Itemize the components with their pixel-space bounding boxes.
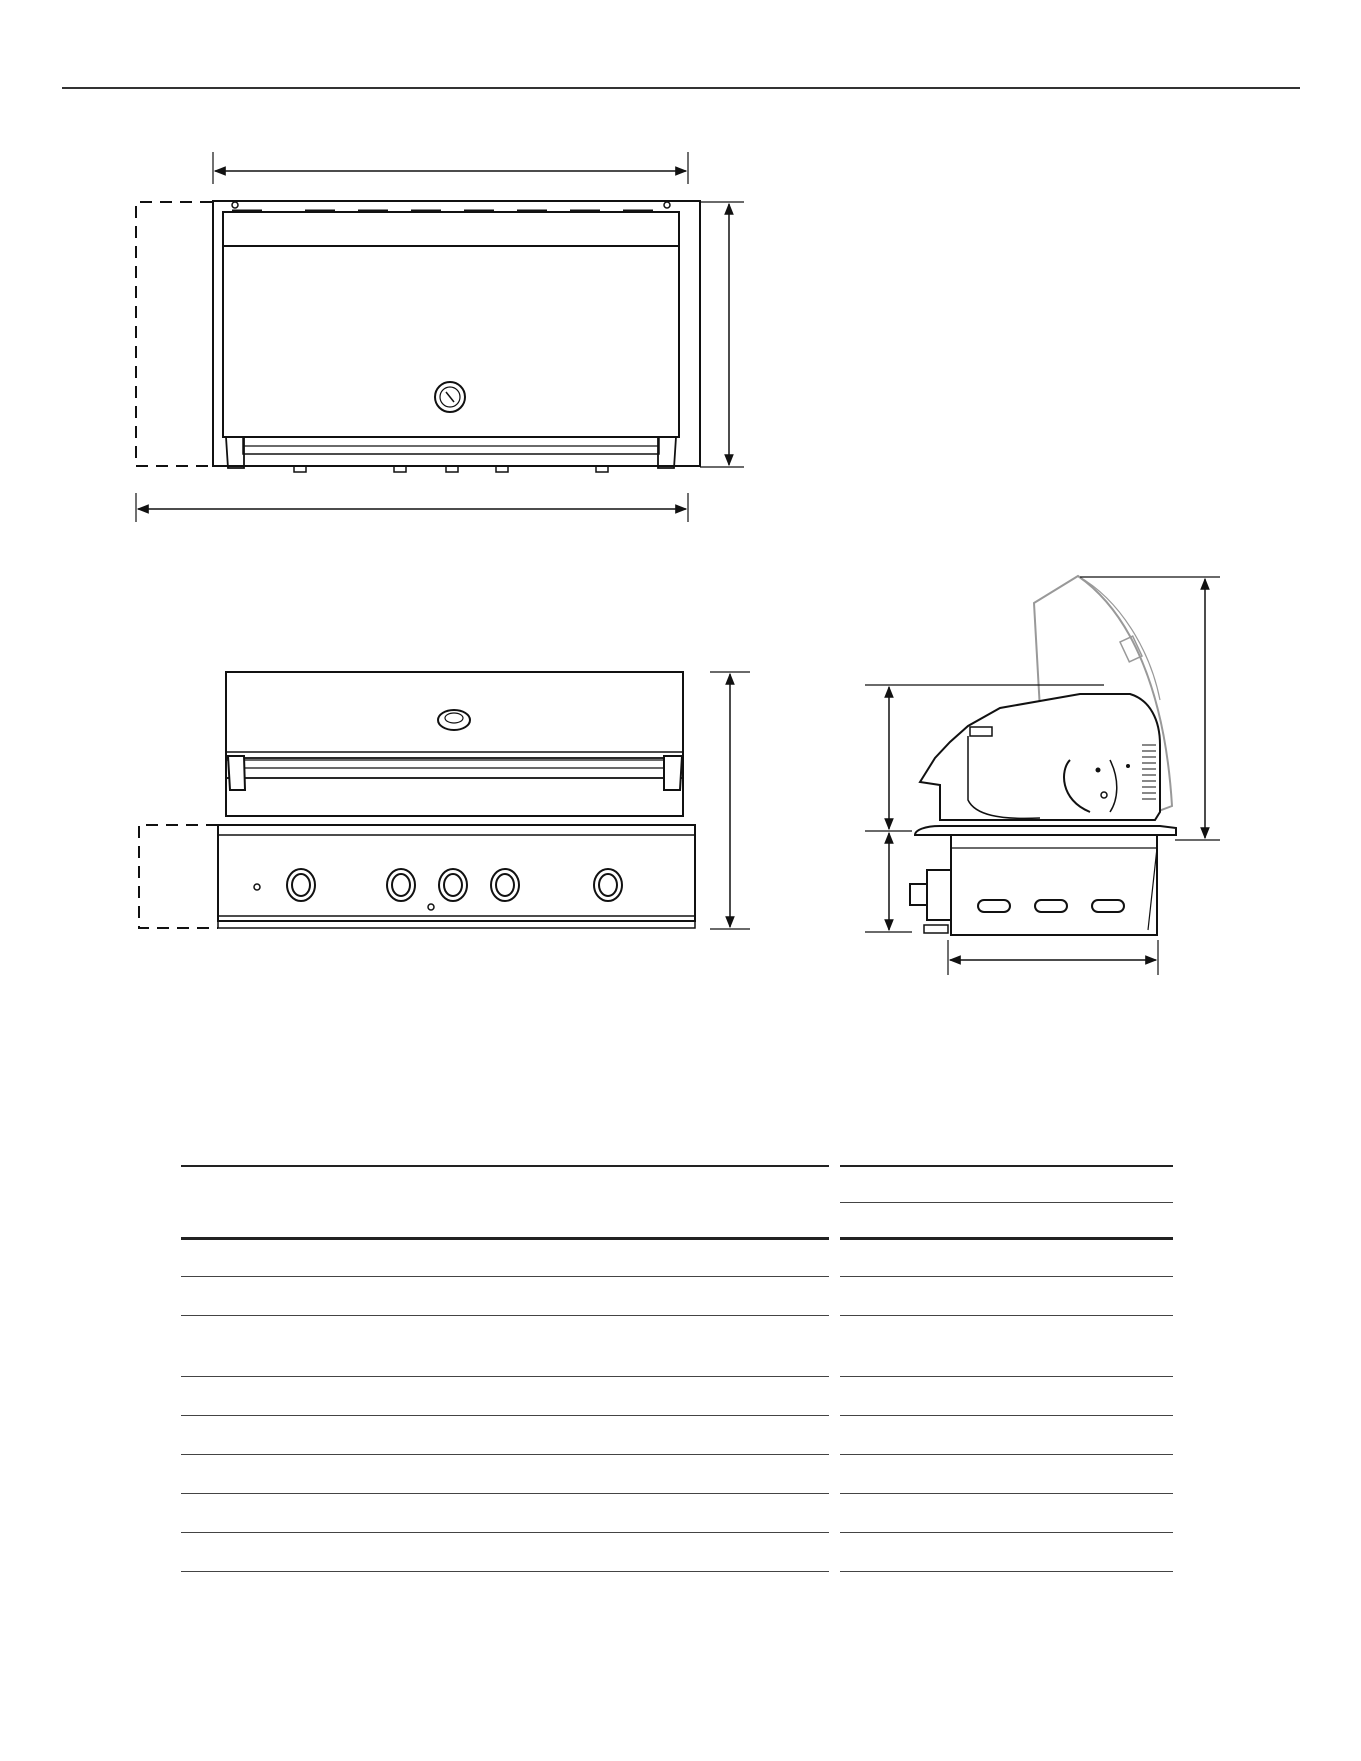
front-cutout-dashed: [139, 825, 218, 928]
closed-hood-outline: [920, 694, 1160, 820]
side-base-box: [951, 835, 1157, 935]
top-view-drawing: [136, 152, 744, 522]
top-cutout-dashed: [136, 202, 212, 466]
front-view-drawing: [139, 672, 750, 929]
side-view-drawing: [865, 576, 1220, 975]
